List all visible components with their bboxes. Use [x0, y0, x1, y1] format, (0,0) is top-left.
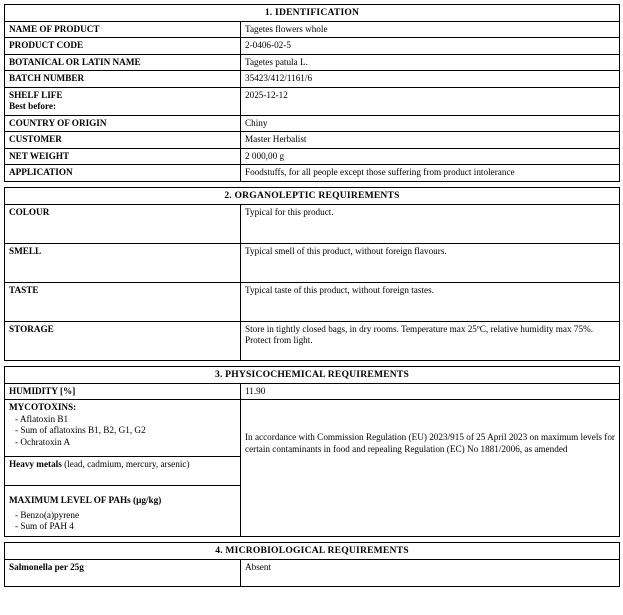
humidity-value: 11.90 — [241, 383, 620, 400]
pah-label: MAXIMUM LEVEL OF PAHs (µg/kg) — [9, 495, 162, 506]
table-row — [5, 132, 620, 149]
row-value: Chiny — [241, 115, 620, 132]
table-row-humidity — [5, 383, 620, 400]
row-label-shelf-life — [5, 87, 241, 115]
row-label: CUSTOMER — [5, 132, 241, 149]
row-label: COLOUR — [5, 204, 241, 243]
row-label: NET WEIGHT — [5, 148, 241, 165]
humidity-label: HUMIDITY [%] — [5, 383, 241, 400]
row-value: 35423/412/1161/6 — [241, 71, 620, 88]
best-before-label: Best before: — [9, 101, 57, 112]
row-label: BATCH NUMBER — [5, 71, 241, 88]
mycotoxins-item: - Ochratoxin A — [15, 436, 71, 447]
pah-item: - Benzo(a)pyrene — [15, 509, 80, 520]
microbiological-table — [4, 542, 620, 587]
table-row — [5, 71, 620, 88]
table-row-mycotoxins — [5, 400, 620, 457]
regulation-text: In accordance with Commission Regulation (EU) 2023/915 of 25 April 2023 on maximum levels for certain contaminants in food and repealing Regulation (EC) No 1881/2006, as amended — [245, 432, 615, 454]
shelf-life-label: SHELF LIFE — [9, 89, 63, 100]
heavy-metals-note: (lead, cadmium, mercury, arsenic) — [64, 459, 190, 470]
row-value: Master Herbalist — [241, 132, 620, 149]
row-label: Salmonella per 25g — [5, 560, 241, 587]
section-title-microbiological: 4. MICROBIOLOGICAL REQUIREMENTS — [5, 543, 620, 560]
row-label: BOTANICAL OR LATIN NAME — [5, 54, 241, 71]
table-row — [5, 204, 620, 243]
section-title-organoleptic: 2. ORGANOLEPTIC REQUIREMENTS — [5, 187, 620, 204]
section-title-identification: 1. IDENTIFICATION — [5, 5, 620, 22]
row-label: NAME OF PRODUCT — [5, 21, 241, 38]
row-value: 2-0406-02-5 — [241, 38, 620, 55]
heavy-metals-cell — [5, 457, 241, 486]
row-value: Absent — [241, 560, 620, 587]
pah-item: - Sum of PAH 4 — [15, 521, 74, 532]
row-label: STORAGE — [5, 321, 241, 360]
table-row — [5, 282, 620, 321]
row-value: Typical smell of this product, without foreign flavours. — [241, 243, 620, 282]
row-label: PRODUCT CODE — [5, 38, 241, 55]
mycotoxins-cell — [5, 400, 241, 457]
section-header-physicochemical — [5, 366, 620, 383]
table-row — [5, 115, 620, 132]
section-header-organoleptic — [5, 187, 620, 204]
table-row — [5, 165, 620, 182]
table-row — [5, 243, 620, 282]
table-row — [5, 321, 620, 360]
mycotoxins-item: - Aflatoxin B1 — [15, 413, 69, 424]
row-value: 2 000,00 g — [241, 148, 620, 165]
table-row-shelf-life — [5, 87, 620, 115]
row-value: Tagetes flowers whole — [241, 21, 620, 38]
pah-cell — [5, 486, 241, 537]
table-row — [5, 148, 620, 165]
physicochemical-table — [4, 366, 620, 537]
section-header-microbiological — [5, 543, 620, 560]
section-header-identification — [5, 5, 620, 22]
heavy-metals-label: Heavy metals — [9, 459, 62, 470]
row-label: APPLICATION — [5, 165, 241, 182]
regulation-reference-cell — [241, 400, 620, 537]
row-label: TASTE — [5, 282, 241, 321]
row-value: Store in tightly closed bags, in dry rooms. Temperature max 25ºC, relative humidity max 75%. Protect from light. — [241, 321, 620, 360]
row-value-shelf-life: 2025-12-12 — [241, 87, 620, 115]
table-row — [5, 21, 620, 38]
table-row — [5, 38, 620, 55]
mycotoxins-item: - Sum of aflatoxins B1, B2, G1, G2 — [15, 425, 146, 436]
table-row — [5, 54, 620, 71]
mycotoxins-label: MYCOTOXINS: — [9, 402, 77, 413]
row-label: COUNTRY OF ORIGIN — [5, 115, 241, 132]
section-title-physicochemical: 3. PHYSICOCHEMICAL REQUIREMENTS — [5, 366, 620, 383]
row-value: Typical taste of this product, without foreign tastes. — [241, 282, 620, 321]
identification-table — [4, 4, 620, 182]
row-value: Foodstuffs, for all people except those suffering from product intolerance — [241, 165, 620, 182]
organoleptic-table — [4, 187, 620, 361]
table-row — [5, 560, 620, 587]
row-value: Tagetes patula L. — [241, 54, 620, 71]
row-label: SMELL — [5, 243, 241, 282]
row-value: Typical for this product. — [241, 204, 620, 243]
